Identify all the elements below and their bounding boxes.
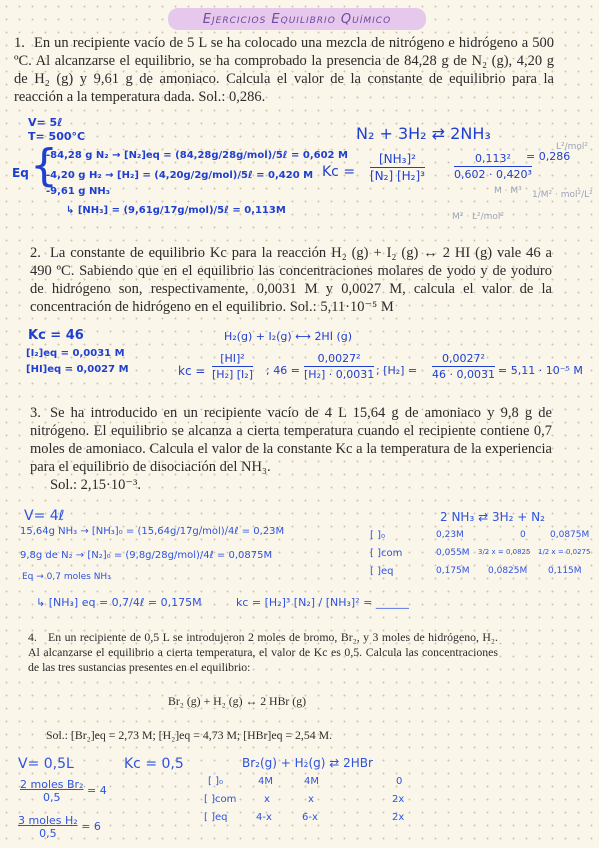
n2-kc-numerator: [HI]² [220,352,245,365]
n4-br2-denominator: 0,5 [42,791,61,804]
n2-hi: [HI]eq = 0,0027 M [26,364,129,375]
n1-kc-denominator: [N₂] [H₂]³ [370,169,425,183]
n1-reaction: N₂ + 3H₂ ⇄ 2NH₃ [356,124,491,143]
n4-row-0-a: 4M [258,776,273,787]
problem-4-reaction: Br₂ (g) + H₂ (g) ↔ 2 HBr (g) [168,694,307,708]
n2-step-label: ; 46 = [266,364,300,377]
n4-row-1-b: x [308,794,314,805]
n3-row-0-a: 0,23M [436,530,464,540]
n2-result: = 5,11 · 10⁻⁵ M [498,364,583,377]
n2-kc-expression [212,352,253,381]
title-highlight [168,8,426,30]
problem-2-text: La constante de equilibrio Kc para la reacción H₂ (g) + I₂ (g) ↔ 2 HI (g) vale 46 a 490 ºC. Sabiendo que en el equilibrio las concentraciones molares de yodo y de yoduro de hidrógeno son, respectivamente, 0,0031 M y 0,0027 M, calcula el valor de la concentración de hidrógeno en el equilibrio. Sol.: 5,11·10⁻⁵ M [30,245,552,315]
n3-row-1-b: 3/2 x = 0,0825 [478,548,531,556]
n3-line-nh3: 15,64g NH₃ → [NH₃]₀ = (15,64g/17g/mol)/4ℓ = 0,23M [20,526,285,537]
n1-volume: V= 5ℓ [28,116,63,129]
problem-4-text: En un recipiente de 0,5 L se introdujeron 2 moles de bromo, Br₂, y 3 moles de hidrógeno, H₂. Al alcanzarse el equilibrio a cierta temperatura, el valor de Kc es 0,5. Calcula las concentraciones de las tres sustancias presentes en el equilibrio: [28,630,498,674]
n1-kc-result: = 0,286 [526,150,571,163]
n4-row-2-c: 2x [392,812,405,823]
n2-kc-label: kc = [178,364,206,378]
n2-step2-numerator: 0,0027² [442,352,485,365]
n3-row-0-c: 0,0875M [550,530,590,540]
problem-2 [30,244,552,316]
n2-step2-label: ; [H₂] = [376,364,418,377]
n1-line-n2: -84,28 g N₂ → [N₂]eq = (84,28g/28g/mol)/5ℓ = 0,602 M [46,150,348,161]
n1-line-h2: -4,20 g H₂ → [H₂] = (4,20g/2g/mol)/5ℓ = 0,420 M [46,170,314,181]
n3-row-2-label: [ ]eq [370,566,394,577]
n1-kc-calc-numerator: 0,113² [474,152,511,165]
page-title: Ejercicios Equilibrio Químico [202,11,392,27]
n4-h2-result: = 6 [81,820,101,833]
n1-scribble-2: 1/M² · mol²/L² [532,190,593,200]
n1-line-nh3-calc: ↳ [NH₃] = (9,61g/17g/mol)/5ℓ = 0,113M [66,205,286,216]
problem-4-number: 4. [28,630,37,644]
n4-row-1-a: x [264,794,270,805]
n4-h2-denominator: 0,5 [39,827,57,840]
n1-brace: { [30,140,58,191]
n3-row-1-label: [ ]com [370,548,403,559]
n1-scribble-1: M · M³ [494,186,522,196]
n2-step2-denominator: 46 · 0,0031 [432,368,495,381]
n1-kc-calc [454,152,532,181]
n3-row-0-label: [ ]₀ [370,530,385,541]
n2-reaction: H₂(g) + I₂(g) ⟷ 2HI (g) [224,330,353,343]
n3-row-2-b: 0,0825M [488,566,528,576]
n1-kc-label: Kc = [322,164,356,180]
n1-kc-numerator: [NH₃]² [379,152,416,166]
n2-step-fraction [304,352,374,381]
n2-kc-denominator: [H₂] [I₂] [212,368,253,381]
n3-row-0-b: 0 [520,530,526,540]
n1-temperature: T= 500°C [28,130,86,143]
n4-h2-calc [18,814,101,840]
n4-row-0-label: [ ]₀ [208,776,223,787]
n3-line-n2: 9,8g de N₂ → [N₂]₀ = (9,8g/28g/mol)/4ℓ = 0,0875M [20,550,273,561]
n1-line-nh3: -9,61 g NH₃ [46,186,111,197]
n4-volume: V= 0,5L [18,756,74,772]
n4-row-1-c: 2x [392,794,405,805]
n4-row-0-b: 4M [304,776,319,787]
n3-row-2-a: 0,175M [436,566,470,576]
n3-row-2-c: 0,115M [548,566,582,576]
n1-scribble-3: M² · L²/mol² [452,212,504,222]
problem-2-number: 2. [30,245,41,261]
problem-1 [14,34,554,106]
n4-kc: Kc = 0,5 [124,756,184,772]
n4-row-0-c: 0 [396,776,403,787]
problem-3-number: 3. [30,405,41,421]
n3-kc: kc = [H₂]³ [N₂] / [NH₃]² = ______ [236,596,409,609]
problem-3-solution: Sol.: 2,15·10⁻³. [50,477,141,493]
n4-table-head: Br₂(g) + H₂(g) ⇄ 2HBr [242,756,373,770]
n2-step2-fraction [432,352,495,381]
n3-volume: V= 4ℓ [24,508,65,524]
problem-4 [28,630,498,675]
n4-row-2-label: [ ]eq [204,812,228,823]
n3-line-eq: Eq → 0,7 moles NH₃ [22,572,111,582]
n4-h2-numerator: 3 moles H₂ [18,814,78,827]
problem-1-number: 1. [14,35,25,51]
n1-units: L²/mol² [556,142,589,152]
n4-row-2-b: 6-x [302,812,318,823]
problem-3 [30,404,552,476]
problem-3-text: Se ha introducido en un recipiente vacío de 4 L 15,64 g de amoniaco y 9,8 g de nitrógeno. El equilibrio se alcanza a cierta temperatura cuando el recipiente contiene 0,7 moles de amoniaco. Calcula el valor de la constante Kc a la temperatura de la experiencia para el equilibrio de disociación del NH₃. [30,405,552,475]
problem-1-text: En un recipiente vacío de 5 L se ha colocado una mezcla de nitrógeno e hidrógeno a 500 ºC. Al alcanzarse el equilibrio, se ha comprobado la presencia de 84,28 g de N₂ (g), 4,20 g de H₂ (g) y 9,61 g de amoniaco. Calcula el valor de la constante de equilibrio para la reacción a la temperatura dada. Sol.: 0,286. [14,35,554,105]
n4-br2-calc [20,778,107,804]
n3-table-head: 2 NH₃ ⇄ 3H₂ + N₂ [440,510,545,524]
n3-row-1-c: 1/2 x = 0,0275 [538,548,591,556]
n4-row-2-a: 4-x [256,812,272,823]
n4-br2-result: = 4 [86,784,107,797]
n1-eq-label: Eq [12,166,29,180]
n4-br2-numerator: 2 moles Br₂ [20,778,84,791]
n1-kc-calc-denominator: 0,602 · 0,420³ [454,168,532,181]
n1-kc-expression [370,152,425,183]
n3-row-1-a: 0,055M [436,548,470,558]
n2-i2: [I₂]eq = 0,0031 M [26,348,125,359]
n2-step-denominator: [H₂] · 0,0031 [304,368,375,381]
problem-4-solution: Sol.: [Br₂]eq = 2,73 M; [H₂]eq = 4,73 M; [HBr]eq = 2,54 M. [46,728,333,742]
n4-row-1-label: [ ]com [204,794,237,805]
n2-kc: Kc = 46 [28,328,84,343]
n3-line-nh3-eq: ↳ [NH₃] eq = 0,7/4ℓ = 0,175M [36,596,202,609]
n2-step-numerator: 0,0027² [317,352,361,365]
